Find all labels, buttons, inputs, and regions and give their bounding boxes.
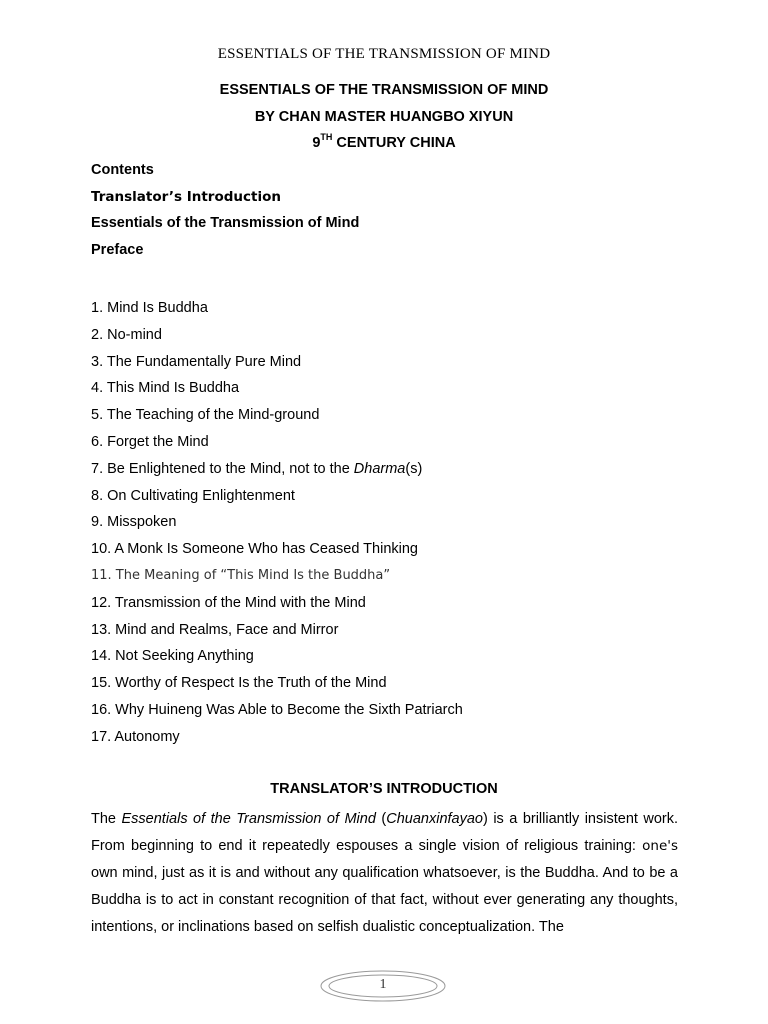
intro-chinese-title: Chuanxinfayao	[386, 811, 483, 827]
contents-heading: Contents	[91, 162, 154, 178]
toc-item-1: 1. Mind Is Buddha	[91, 300, 208, 316]
toc-item-8: 8. On Cultivating Enlightenment	[91, 487, 295, 504]
toc-item-14: 14. Not Seeking Anything	[91, 648, 254, 665]
contents-item-translators-introduction: Translator’s Introduction	[91, 188, 281, 205]
toc-item-16: 16. Why Huineng Was Able to Become the Sixth Patriarch	[91, 701, 463, 718]
intro-ones: one's	[642, 838, 678, 854]
intro-after-paren: ) is a brilliantly insistent work. From beginning to end it repeatedly espouses a single vision of religious training:	[91, 811, 679, 854]
toc-item-7-text: 7. Be Enlightened to the Mind, not to the	[91, 460, 354, 477]
intro-paragraph	[91, 806, 678, 941]
toc-item-12: 12. Transmission of the Mind with the Mind	[91, 594, 366, 611]
century-superscript: TH	[320, 132, 333, 143]
toc-item-17: 17. Autonomy	[91, 728, 180, 745]
intro-heading: TRANSLATOR’S INTRODUCTION	[270, 781, 498, 797]
toc-item-7	[91, 459, 463, 486]
toc-item-5: 5. The Teaching of the Mind-ground	[91, 407, 320, 424]
title-block	[0, 80, 768, 160]
toc-item-4: 4. This Mind Is Buddha	[91, 380, 240, 397]
toc-item-10: 10. A Monk Is Someone Who has Ceased Thinking	[91, 541, 418, 558]
document-author: BY CHAN MASTER HUANGBO XIYUN	[254, 108, 514, 125]
toc-item-9: 9. Misspoken	[91, 514, 177, 531]
toc-item-13: 13. Mind and Realms, Face and Mirror	[91, 621, 339, 638]
toc-item-6: 6. Forget the Mind	[91, 433, 209, 450]
toc-item-15: 15. Worthy of Respect Is the Truth of the Mind	[91, 675, 387, 692]
toc-item-7-dharma: Dharma	[353, 460, 406, 477]
toc-item-7-suffix: (s)	[405, 460, 423, 477]
toc-item-3: 3. The Fundamentally Pure Mind	[91, 353, 302, 370]
page-number-frame	[318, 968, 448, 1004]
toc-item-11: 11. The Meaning of “This Mind Is the Buddha”	[91, 567, 391, 583]
contents-item-preface: Preface	[91, 242, 144, 259]
page-number: 1	[379, 977, 387, 992]
century-rest: CENTURY CHINA	[332, 135, 456, 151]
contents-block	[91, 160, 359, 267]
toc-item-2: 2. No-mind	[91, 326, 162, 343]
intro-rest: own mind, just as it is and without any qualification whatsoever, is the Buddha. And to be a Buddha is to act in constant recognition of that fact, without ever generating any thoughts, intentions, or inclinations based on selfish dualistic conceptualization. The	[91, 865, 678, 935]
running-header: ESSENTIALS OF THE TRANSMISSION OF MIND	[217, 46, 551, 62]
intro-paren-open: (	[375, 811, 387, 827]
toc-list	[91, 298, 463, 754]
document-era	[0, 133, 768, 160]
document-title: ESSENTIALS OF THE TRANSMISSION OF MIND	[219, 82, 549, 98]
intro-p-start: The	[91, 811, 122, 827]
intro-work-title: Essentials of the Transmission of Mind	[121, 811, 376, 827]
contents-item-essentials: Essentials of the Transmission of Mind	[91, 215, 360, 232]
century-number: 9	[312, 135, 321, 151]
